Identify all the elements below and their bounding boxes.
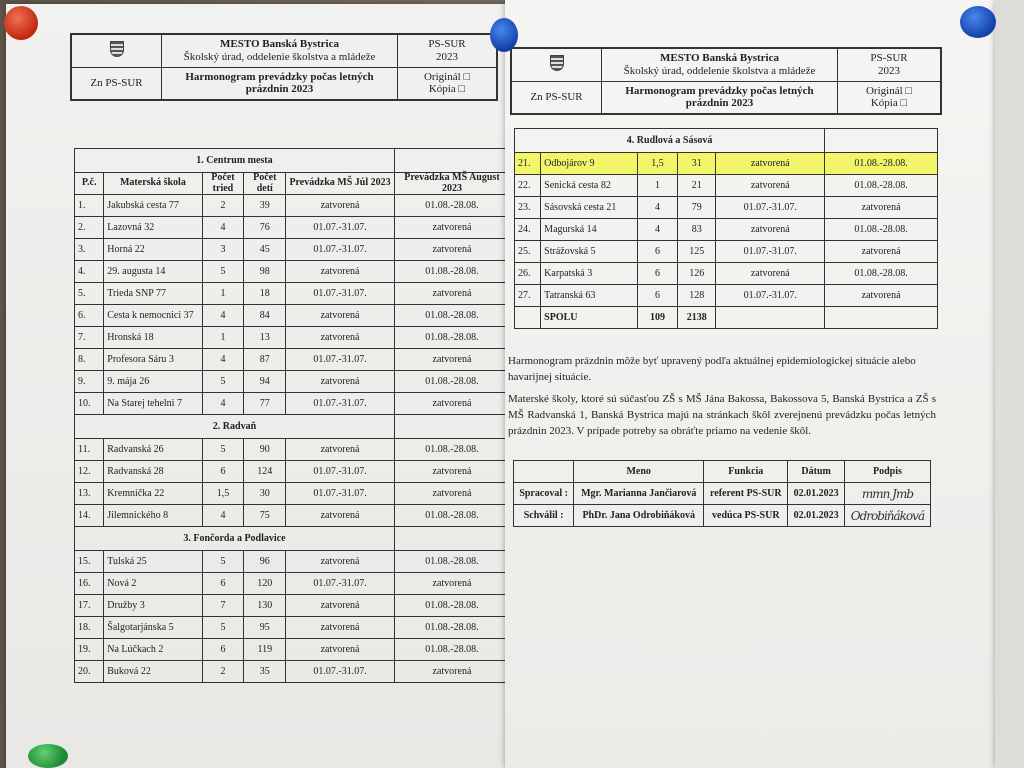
child-count: 96 xyxy=(244,551,286,573)
row-number: 16. xyxy=(75,573,104,595)
school-name: Strážovská 5 xyxy=(541,241,638,263)
sig-role: Spracoval : xyxy=(514,483,574,505)
table-row xyxy=(75,239,510,261)
left-header-zn: Zn PS-SUR xyxy=(72,67,162,100)
total-classes: 109 xyxy=(637,307,677,329)
class-count: 1 xyxy=(202,283,244,305)
table-row xyxy=(515,241,938,263)
class-count: 2 xyxy=(202,661,244,683)
august-operation: 01.08.-28.08. xyxy=(825,153,938,175)
table-row xyxy=(75,327,510,349)
row-number: 20. xyxy=(75,661,104,683)
child-count: 125 xyxy=(678,241,716,263)
table-row xyxy=(75,217,510,239)
august-operation: 01.08.-28.08. xyxy=(825,175,938,197)
child-count: 76 xyxy=(244,217,286,239)
school-name: Odbojárov 9 xyxy=(541,153,638,175)
july-operation: zatvorená xyxy=(286,617,395,639)
child-count: 13 xyxy=(244,327,286,349)
row-number: 3. xyxy=(75,239,104,261)
child-count: 83 xyxy=(678,219,716,241)
table-row xyxy=(515,219,938,241)
row-number: 22. xyxy=(515,175,541,197)
class-count: 4 xyxy=(637,219,677,241)
july-operation: zatvorená xyxy=(286,595,395,617)
right-header-city: MESTO Banská Bystrica xyxy=(660,52,779,65)
table-row xyxy=(75,661,510,683)
child-count: 35 xyxy=(244,661,286,683)
class-count: 5 xyxy=(202,261,244,283)
signature-table xyxy=(513,460,931,527)
august-operation: zatvorená xyxy=(825,285,938,307)
table-row xyxy=(75,371,510,393)
class-count: 6 xyxy=(637,241,677,263)
section-title: 2. Radvaň xyxy=(75,415,395,439)
row-number: 23. xyxy=(515,197,541,219)
child-count: 130 xyxy=(244,595,286,617)
sig-function: vedúca PS-SUR xyxy=(704,505,788,527)
note-schools: Materské školy, ktoré sú súčasťou ZŠ s MŠ Jána Bakossa, Bakossova 5, Banská Bystrica a ZŠ s MŠ Radvanská 1, Banská Bystrica majú na stránkach škôl zverejnenú prevádzku počas letných prázdnin 2023. V prípade potreby sa obráťte priamo na vedenie škôl. xyxy=(508,393,936,437)
table-row xyxy=(515,197,938,219)
class-count: 4 xyxy=(202,505,244,527)
july-operation: 01.07.-31.07. xyxy=(286,217,395,239)
july-operation: zatvorená xyxy=(286,371,395,393)
child-count: 94 xyxy=(244,371,286,393)
child-count: 124 xyxy=(244,461,286,483)
total-row xyxy=(515,307,938,329)
school-name: Trieda SNP 77 xyxy=(104,283,202,305)
july-operation: 01.07.-31.07. xyxy=(286,461,395,483)
table-row xyxy=(515,263,938,285)
august-operation: zatvorená xyxy=(394,217,509,239)
august-operation: 01.08.-28.08. xyxy=(394,439,509,461)
school-name: Jakubská cesta 77 xyxy=(104,195,202,217)
child-count: 87 xyxy=(244,349,286,371)
section-title: 1. Centrum mesta xyxy=(75,149,395,173)
class-count: 6 xyxy=(637,285,677,307)
july-operation: zatvorená xyxy=(716,219,825,241)
school-name: Šalgotarjánska 5 xyxy=(104,617,202,639)
child-count: 98 xyxy=(244,261,286,283)
school-name: Radvanská 26 xyxy=(104,439,202,461)
school-name: Horná 22 xyxy=(104,239,202,261)
school-name: Buková 22 xyxy=(104,661,202,683)
table-row xyxy=(75,505,510,527)
city-crest-icon xyxy=(512,49,602,82)
row-number: 13. xyxy=(75,483,104,505)
july-operation: zatvorená xyxy=(716,153,825,175)
child-count: 126 xyxy=(678,263,716,285)
july-operation: zatvorená xyxy=(286,261,395,283)
total-label: SPOLU xyxy=(541,307,638,329)
july-operation: zatvorená xyxy=(716,263,825,285)
august-operation: zatvorená xyxy=(394,349,509,371)
july-operation: 01.07.-31.07. xyxy=(716,241,825,263)
row-number: 19. xyxy=(75,639,104,661)
left-header-title: Harmonogram prevádzky počas letných prázdnin 2023 xyxy=(162,67,398,100)
col-header-children: Počet detí xyxy=(244,173,286,195)
table-row xyxy=(75,595,510,617)
july-operation: 01.07.-31.07. xyxy=(286,393,395,415)
class-count: 6 xyxy=(202,461,244,483)
class-count: 6 xyxy=(637,263,677,285)
child-count: 45 xyxy=(244,239,286,261)
class-count: 2 xyxy=(202,195,244,217)
class-count: 1 xyxy=(202,327,244,349)
child-count: 75 xyxy=(244,505,286,527)
table-row xyxy=(515,153,938,175)
school-name: Tatranská 63 xyxy=(541,285,638,307)
section3-rows xyxy=(75,551,510,683)
july-operation: zatvorená xyxy=(716,175,825,197)
sig-name: Mgr. Marianna Jančiarová xyxy=(574,483,704,505)
sig-function: referent PS-SUR xyxy=(704,483,788,505)
august-operation: 01.08.-28.08. xyxy=(394,639,509,661)
row-number: 21. xyxy=(515,153,541,175)
table-row xyxy=(75,483,510,505)
class-count: 1,5 xyxy=(202,483,244,505)
july-operation: zatvorená xyxy=(286,639,395,661)
august-operation: 01.08.-28.08. xyxy=(394,261,509,283)
handwritten-signature: Odrobiňáková xyxy=(844,505,930,527)
august-operation: 01.08.-28.08. xyxy=(394,327,509,349)
red-pushpin-icon xyxy=(4,6,38,40)
school-name: Lazovná 32 xyxy=(104,217,202,239)
row-number: 1. xyxy=(75,195,104,217)
school-name: Hronská 18 xyxy=(104,327,202,349)
section2-rows xyxy=(75,439,510,527)
school-name: Senická cesta 82 xyxy=(541,175,638,197)
left-header-original: Originál □ xyxy=(423,70,471,83)
class-count: 4 xyxy=(202,393,244,415)
table-row xyxy=(75,195,510,217)
table-row xyxy=(515,175,938,197)
right-header-title: Harmonogram prevádzky počas letných prázdnin 2023 xyxy=(602,81,838,114)
row-number: 10. xyxy=(75,393,104,415)
july-operation: zatvorená xyxy=(286,551,395,573)
class-count: 4 xyxy=(637,197,677,219)
sig-date: 02.01.2023 xyxy=(788,483,844,505)
col-header-july: Prevádzka MŠ Júl 2023 xyxy=(286,173,395,195)
august-operation: 01.08.-28.08. xyxy=(394,371,509,393)
sig-header-date: Dátum xyxy=(788,461,844,483)
july-operation: 01.07.-31.07. xyxy=(286,349,395,371)
table-row xyxy=(515,285,938,307)
blue-pushpin-icon xyxy=(960,6,996,38)
total-children: 2138 xyxy=(678,307,716,329)
table-row xyxy=(75,261,510,283)
left-header-code: PS-SUR xyxy=(428,38,466,51)
sig-header-name: Meno xyxy=(574,461,704,483)
row-number: 12. xyxy=(75,461,104,483)
school-name: 29. augusta 14 xyxy=(104,261,202,283)
school-name: Na Lúčkach 2 xyxy=(104,639,202,661)
class-count: 3 xyxy=(202,239,244,261)
col-header-classes: Počet tried xyxy=(202,173,244,195)
august-operation: 01.08.-28.08. xyxy=(825,263,938,285)
school-name: Sásovská cesta 21 xyxy=(541,197,638,219)
table-row xyxy=(75,639,510,661)
august-operation: 01.08.-28.08. xyxy=(394,551,509,573)
school-name: Radvanská 28 xyxy=(104,461,202,483)
schedule-table-right xyxy=(514,128,938,329)
child-count: 128 xyxy=(678,285,716,307)
background-paper-edge xyxy=(995,0,1024,768)
blue-pushpin-icon xyxy=(490,18,518,52)
school-name: Jilemnického 8 xyxy=(104,505,202,527)
august-operation: zatvorená xyxy=(394,661,509,683)
right-document-page xyxy=(505,0,1005,768)
class-count: 5 xyxy=(202,617,244,639)
august-operation: zatvorená xyxy=(394,483,509,505)
july-operation: zatvorená xyxy=(286,505,395,527)
table-row xyxy=(75,551,510,573)
sig-date: 02.01.2023 xyxy=(788,505,844,527)
july-operation: 01.07.-31.07. xyxy=(716,197,825,219)
right-header-zn: Zn PS-SUR xyxy=(512,81,602,114)
july-operation: 01.07.-31.07. xyxy=(286,283,395,305)
august-operation: zatvorená xyxy=(394,283,509,305)
section1-rows xyxy=(75,195,510,415)
right-header-year: 2023 xyxy=(878,64,900,77)
left-header xyxy=(70,33,498,101)
right-header-copy: Kópia □ xyxy=(870,97,908,110)
section-title: 3. Fončorda a Podlavice xyxy=(75,527,395,551)
class-count: 5 xyxy=(202,439,244,461)
signature-row xyxy=(514,483,931,505)
school-name: Kremnička 22 xyxy=(104,483,202,505)
left-header-year: 2023 xyxy=(436,50,458,63)
child-count: 77 xyxy=(244,393,286,415)
school-name: 9. mája 26 xyxy=(104,371,202,393)
col-header-school: Materská škola xyxy=(104,173,202,195)
sig-header-empty xyxy=(514,461,574,483)
july-operation: zatvorená xyxy=(286,195,395,217)
left-document-page xyxy=(6,4,512,768)
note-epidemiologic: Harmonogram prázdnin môže byť upravený podľa aktuálnej epidemiologickej situácie alebo havarijnej situácie. xyxy=(508,355,916,383)
child-count: 18 xyxy=(244,283,286,305)
left-header-city: MESTO Banská Bystrica xyxy=(220,38,339,51)
col-header-august: Prevádzka MŠ August 2023 xyxy=(394,173,509,195)
row-number: 2. xyxy=(75,217,104,239)
july-operation: 01.07.-31.07. xyxy=(286,573,395,595)
july-operation: zatvorená xyxy=(286,305,395,327)
class-count: 4 xyxy=(202,305,244,327)
schedule-table-left xyxy=(74,148,510,683)
school-name: Profesora Sáru 3 xyxy=(104,349,202,371)
child-count: 84 xyxy=(244,305,286,327)
august-operation: zatvorená xyxy=(394,461,509,483)
august-operation: zatvorená xyxy=(825,241,938,263)
city-crest-icon xyxy=(72,35,162,68)
child-count: 30 xyxy=(244,483,286,505)
sig-name: PhDr. Jana Odrobiňáková xyxy=(574,505,704,527)
class-count: 1,5 xyxy=(637,153,677,175)
school-name: Na Starej tehelni 7 xyxy=(104,393,202,415)
table-row xyxy=(75,439,510,461)
august-operation: zatvorená xyxy=(394,393,509,415)
school-name: Nová 2 xyxy=(104,573,202,595)
july-operation: 01.07.-31.07. xyxy=(286,239,395,261)
green-pushpin-icon xyxy=(28,744,68,768)
august-operation: zatvorená xyxy=(394,239,509,261)
handwritten-signature: mmn Jmb xyxy=(844,483,930,505)
right-header xyxy=(510,47,942,115)
august-operation: 01.08.-28.08. xyxy=(394,195,509,217)
row-number: 18. xyxy=(75,617,104,639)
table-row xyxy=(75,349,510,371)
school-name: Magurská 14 xyxy=(541,219,638,241)
class-count: 7 xyxy=(202,595,244,617)
july-operation: 01.07.-31.07. xyxy=(286,483,395,505)
august-operation: zatvorená xyxy=(394,573,509,595)
august-operation: 01.08.-28.08. xyxy=(394,595,509,617)
right-header-code: PS-SUR xyxy=(870,52,908,65)
row-number: 6. xyxy=(75,305,104,327)
class-count: 1 xyxy=(637,175,677,197)
class-count: 5 xyxy=(202,551,244,573)
row-number: 9. xyxy=(75,371,104,393)
sig-header-function: Funkcia xyxy=(704,461,788,483)
july-operation: 01.07.-31.07. xyxy=(716,285,825,307)
july-operation: zatvorená xyxy=(286,327,395,349)
august-operation: 01.08.-28.08. xyxy=(394,305,509,327)
row-number: 5. xyxy=(75,283,104,305)
row-number: 26. xyxy=(515,263,541,285)
row-number: 4. xyxy=(75,261,104,283)
right-header-original: Originál □ xyxy=(865,84,913,97)
child-count: 31 xyxy=(678,153,716,175)
august-operation: 01.08.-28.08. xyxy=(394,617,509,639)
class-count: 4 xyxy=(202,217,244,239)
class-count: 4 xyxy=(202,349,244,371)
august-operation: zatvorená xyxy=(825,197,938,219)
class-count: 5 xyxy=(202,371,244,393)
row-number: 15. xyxy=(75,551,104,573)
child-count: 90 xyxy=(244,439,286,461)
table-row xyxy=(75,283,510,305)
left-header-office: Školský úrad, oddelenie školstva a mládeže xyxy=(183,50,376,63)
child-count: 21 xyxy=(678,175,716,197)
july-operation: 01.07.-31.07. xyxy=(286,661,395,683)
school-name: Družby 3 xyxy=(104,595,202,617)
august-operation: 01.08.-28.08. xyxy=(825,219,938,241)
july-operation: zatvorená xyxy=(286,439,395,461)
child-count: 120 xyxy=(244,573,286,595)
row-number: 11. xyxy=(75,439,104,461)
left-header-copy: Kópia □ xyxy=(428,83,466,96)
august-operation: 01.08.-28.08. xyxy=(394,505,509,527)
table-row xyxy=(75,393,510,415)
row-number: 7. xyxy=(75,327,104,349)
class-count: 6 xyxy=(202,573,244,595)
row-number: 8. xyxy=(75,349,104,371)
signature-row xyxy=(514,505,931,527)
section-title: 4. Rudlová a Sásová xyxy=(515,129,825,153)
table-row xyxy=(75,617,510,639)
class-count: 6 xyxy=(202,639,244,661)
table-row xyxy=(75,305,510,327)
child-count: 79 xyxy=(678,197,716,219)
right-header-office: Školský úrad, oddelenie školstva a mládeže xyxy=(623,64,816,77)
table-row xyxy=(75,573,510,595)
row-number: 14. xyxy=(75,505,104,527)
child-count: 95 xyxy=(244,617,286,639)
school-name: Karpatská 3 xyxy=(541,263,638,285)
child-count: 39 xyxy=(244,195,286,217)
school-name: Tulská 25 xyxy=(104,551,202,573)
row-number: 24. xyxy=(515,219,541,241)
row-number: 17. xyxy=(75,595,104,617)
section4-rows xyxy=(515,153,938,307)
col-header-no: P.č. xyxy=(75,173,104,195)
table-row xyxy=(75,461,510,483)
school-name: Cesta k nemocnici 37 xyxy=(104,305,202,327)
row-number: 25. xyxy=(515,241,541,263)
child-count: 119 xyxy=(244,639,286,661)
row-number: 27. xyxy=(515,285,541,307)
sig-role: Schválil : xyxy=(514,505,574,527)
sig-header-signature: Podpis xyxy=(844,461,930,483)
